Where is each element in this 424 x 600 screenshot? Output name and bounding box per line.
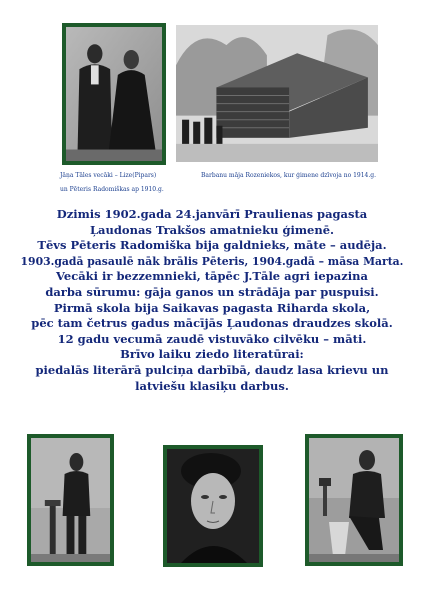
- photo-parents: [62, 23, 166, 165]
- text-line-4: 1903.gadā pasaulē nāk brālis Pēteris, 1904.gadā – māsa Marta.: [20, 254, 404, 268]
- text-line-1: Dzimis 1902.gada 24.janvārī Praulienas pagasta: [56, 207, 368, 221]
- photo-seated: [305, 434, 403, 566]
- text-line-12: latviešu klasiķu darbus.: [135, 378, 289, 393]
- text-line-3: Tēvs Pēteris Radomiška bija galdnieks, māte – audēja.: [37, 238, 387, 253]
- photo-closeup: [163, 445, 263, 567]
- caption-parents-line2: un Pēteris Radomiškas ap 1910.g.: [60, 186, 164, 193]
- photo-house: [176, 25, 378, 162]
- caption-parents: [60, 172, 200, 194]
- caption-house: Barbanu māja Rozeniekos, kur ģimene dzīvoja no 1914.g.: [201, 172, 377, 179]
- biography-text: [0, 207, 424, 394]
- text-line-6: darba sūrumu: gāja ganos un strādāja par puspuisi.: [45, 284, 379, 299]
- text-line-8: pēc tam četrus gadus mācījās Ļaudonas draudzes skolā.: [31, 316, 393, 331]
- text-line-5: Vecāki ir bezzemnieki, tāpēc J.Tāle agri iepazina: [56, 269, 368, 284]
- text-line-2: Ļaudonas Trakšos amatnieku ģimenē.: [89, 222, 335, 237]
- text-line-10: Brīvo laiku ziedo literatūrai:: [120, 347, 304, 362]
- text-line-7: Pirmā skola bija Saikavas pagasta Riharda skola,: [53, 300, 371, 315]
- caption-parents-line1: Jāņa Tāles vecāki – Lize(Pipars): [60, 172, 157, 179]
- photo-standing: [27, 434, 114, 566]
- text-line-9: 12 gadu vecumā zaudē vistuvāko cilvēku – māti.: [57, 331, 367, 346]
- text-line-11: piedalās literārā pulciņa darbībā, daudz lasa krievu un: [35, 362, 389, 377]
